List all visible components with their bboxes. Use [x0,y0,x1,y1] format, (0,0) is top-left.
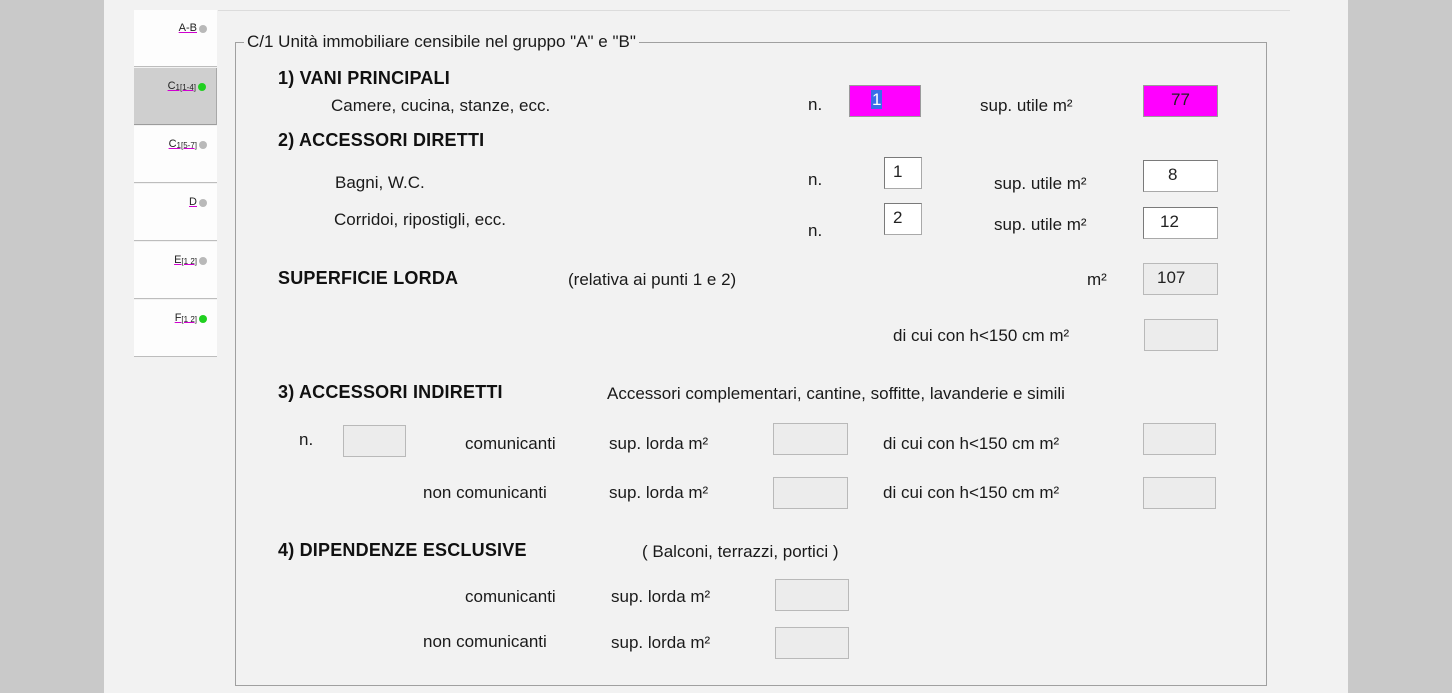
corridoi-n-label: n. [808,221,823,240]
tab-label: A-B [178,22,197,34]
top-divider [218,10,1290,11]
tab-label: D [189,196,197,208]
dipendenze-esclusive-desc: ( Balconi, terrazzi, portici ) [642,542,839,561]
dipendenze-non-comunicanti-label: non comunicanti [423,632,547,651]
superficie-lorda-note: (relativa ai punti 1 e 2) [568,270,737,289]
bagni-sup-field[interactable]: 8 [1143,160,1218,192]
vani-sup-label: sup. utile m² [980,96,1073,115]
tab-label: $C_{1[1-4]}$ [167,80,196,92]
tab-f[interactable] [134,300,217,357]
indiretti-non-comunicanti-label: non comunicanti [423,483,547,502]
vani-principali-n-field[interactable]: 1 [849,85,921,117]
status-dot-icon [199,315,207,323]
indiretti-n-label: n. [299,430,314,449]
bagni-n-field[interactable]: 1 [884,157,922,189]
indiretti-non-comunicanti-h150-field[interactable] [1143,477,1216,509]
tab-label: $C_{1[5-7]}$ [168,138,197,150]
dipendenze-comunicanti-sup-label: sup. lorda m² [611,587,711,606]
tab-d[interactable] [134,184,217,241]
superficie-lorda-heading: SUPERFICIE LORDA [278,268,459,288]
indiretti-n-field[interactable] [343,425,406,457]
corridoi-n-field[interactable]: 2 [884,203,922,235]
indiretti-non-comunicanti-h150-label: di cui con h<150 cm m² [883,483,1060,502]
section-dipendenze-esclusive-heading: 4) DIPENDENZE ESCLUSIVE [278,540,527,560]
bagni-n-label: n. [808,170,823,189]
status-dot-icon [198,83,206,91]
lorda-h150-label: di cui con h<150 cm m² [893,326,1070,345]
superficie-lorda-unit: m² [1087,270,1107,289]
vani-principali-label: Camere, cucina, stanze, ecc. [331,96,551,115]
vani-n-label: n. [808,95,823,114]
indiretti-non-comunicanti-sup-label: sup. lorda m² [609,483,709,502]
bagni-label: Bagni, W.C. [335,173,425,192]
section-accessori-indiretti-heading: 3) ACCESSORI INDIRETTI [278,382,503,402]
corridoi-label: Corridoi, ripostigli, ecc. [334,210,506,229]
tab-label: $E_{[1 2]}$ [174,254,197,266]
status-dot-icon [199,141,207,149]
groupbox-title: C/1 Unità immobiliare censibile nel gruppo "A" e "B" [244,32,639,52]
indiretti-comunicanti-h150-field[interactable] [1143,423,1216,455]
status-dot-icon [199,25,207,33]
bagni-sup-label: sup. utile m² [994,174,1087,193]
dipendenze-non-comunicanti-sup-label: sup. lorda m² [611,633,711,652]
corridoi-sup-field[interactable]: 12 [1143,207,1218,239]
indiretti-comunicanti-sup-label: sup. lorda m² [609,434,709,453]
indiretti-comunicanti-h150-label: di cui con h<150 cm m² [883,434,1060,453]
dipendenze-non-comunicanti-sup-field[interactable] [775,627,849,659]
tab-c1-1-4[interactable] [134,68,217,125]
superficie-lorda-value: 107 [1143,263,1218,295]
tab-e[interactable] [134,242,217,299]
section-vani-principali-heading: 1) VANI PRINCIPALI [278,68,450,88]
tab-c1-5-7[interactable] [134,126,217,183]
corridoi-sup-label: sup. utile m² [994,215,1087,234]
tab-label: $F_{[1 2]}$ [174,312,197,324]
indiretti-comunicanti-sup-field[interactable] [773,423,848,455]
tab-a-b[interactable] [134,10,217,67]
dipendenze-comunicanti-label: comunicanti [465,587,556,606]
status-dot-icon [199,199,207,207]
status-dot-icon [199,257,207,265]
lorda-h150-field[interactable] [1144,319,1218,351]
indiretti-comunicanti-label: comunicanti [465,434,556,453]
section-accessori-diretti-heading: 2) ACCESSORI DIRETTI [278,130,485,150]
indiretti-non-comunicanti-sup-field[interactable] [773,477,848,509]
dipendenze-comunicanti-sup-field[interactable] [775,579,849,611]
vani-principali-sup-field[interactable]: 77 [1143,85,1218,117]
accessori-indiretti-desc: Accessori complementari, cantine, soffitte, lavanderie e simili [607,384,1065,403]
